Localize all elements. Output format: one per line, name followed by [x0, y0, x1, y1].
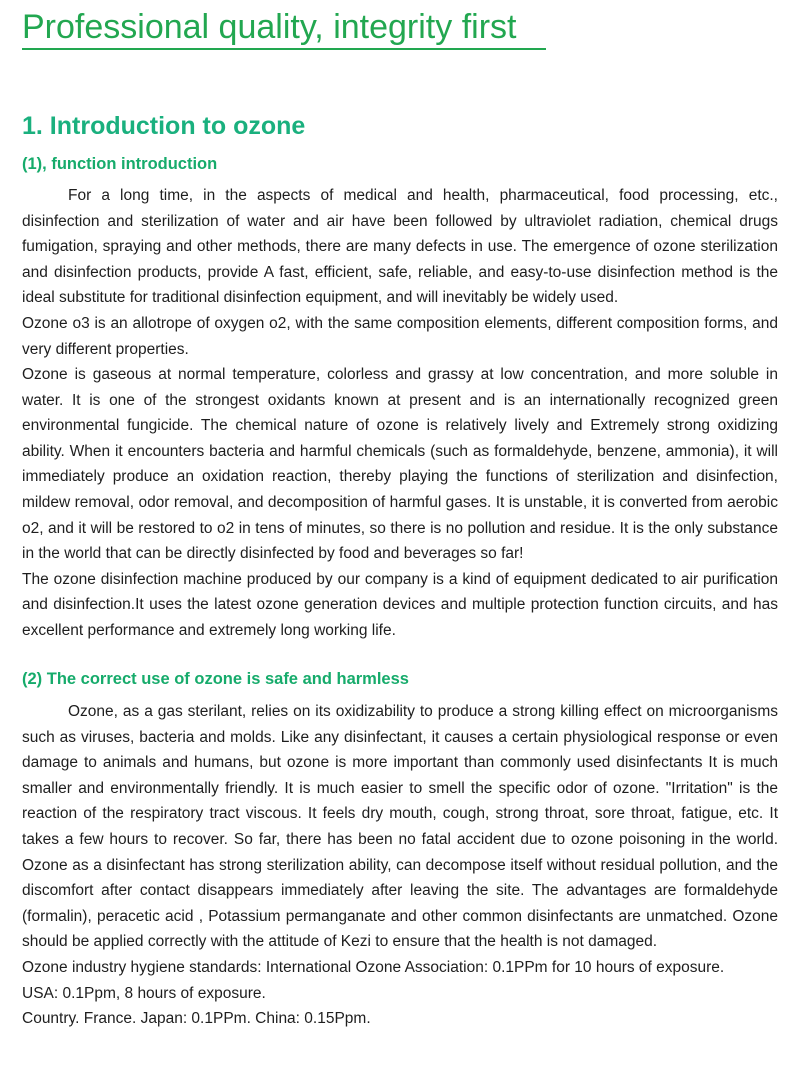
subsection-function-introduction-heading: (1), function introduction [22, 154, 218, 173]
section-introduction-to-ozone [22, 111, 778, 1032]
paragraph-usa-standard: USA: 0.1Ppm, 8 hours of exposure. [22, 984, 266, 1002]
page-title-text: Professional quality, integrity first [22, 8, 546, 50]
paragraph-function-intro-1: For a long time, in the aspects of medical and health, pharmaceutical, food processing, etc., disinfection and sterilization of water and air have been followed by ultraviolet radiation, chemical drugs fumigation, spraying and other methods, there are many defects in use. The emergence of ozone sterilization and disinfection products, provide A fast, efficient, safe, reliable, and easy-to-use disinfection method is the ideal substitute for traditional disinfection equipment, and will inevitably be widely used. [22, 186, 778, 307]
paragraph-function-intro-4: The ozone disinfection machine produced by our company is a kind of equipment dedicated to air purification and disinfection.It uses the latest ozone generation devices and multiple protection function circuits, and has excellent performance and extremely long working life. [22, 570, 778, 640]
paragraph-country-standards: Country. France. Japan: 0.1PPm. China: 0.15Ppm. [22, 1010, 371, 1028]
paragraph-function-intro-3: Ozone is gaseous at normal temperature, colorless and grassy at low concentration, and more soluble in water. It is one of the strongest oxidants known at present and is an internationally recognized green environmental fungicide. The chemical nature of ozone is relatively lively and Extremely strong oxidizing ability. When it encounters bacteria and harmful chemicals (such as formaldehyde, benzene, ammonia), it will immediately produce an oxidation reaction, thereby playing the functions of sterilization and disinfection, mildew removal, odor removal, and decomposition of harmful gases. It is unstable, it is converted from aerobic o2, and it will be restored to o2 in tens of minutes, so there is no pollution and residue. It is the only substance in the world that can be directly disinfected by food and beverages so far! [22, 366, 778, 563]
paragraph-correct-use-1: Ozone, as a gas sterilant, relies on its oxidizability to produce a strong killing effect on microorganisms such as viruses, bacteria and molds. Like any disinfectant, it causes a certain physiological response or even damage to animals and humans, but ozone is more important than commonly used disinfectants It is much smaller and environmentally friendly. It is much easier to smell the specific odor of ozone. "Irritation" is the reaction of the respiratory tract viscous. It feels dry mouth, cough, strong throat, sore throat, fatigue, etc. It takes a few hours to recover. So far, there has been no fatal accident due to ozone poisoning in the world. Ozone as a disinfectant has strong sterilization ability, can decompose itself without residual pollution, and the discomfort after contact disappears immediately after leaving the site. The advantages are formaldehyde (formalin), peracetic acid , Potassium permanganate and other common disinfectants are unmatched. Ozone should be applied correctly with the attitude of Kezi to ensure that the health is not damaged. [22, 703, 778, 951]
subsection-correct-use-heading: (2) The correct use of ozone is safe and harmless [22, 669, 409, 688]
paragraph-function-intro-2: Ozone o3 is an allotrope of oxygen o2, with the same composition elements, different composition forms, and very different properties. [22, 314, 778, 358]
page-title [22, 6, 778, 49]
paragraph-hygiene-standards: Ozone industry hygiene standards: International Ozone Association: 0.1PPm for 10 hours of exposure. [22, 959, 725, 976]
section-heading: 1. Introduction to ozone [22, 111, 306, 140]
